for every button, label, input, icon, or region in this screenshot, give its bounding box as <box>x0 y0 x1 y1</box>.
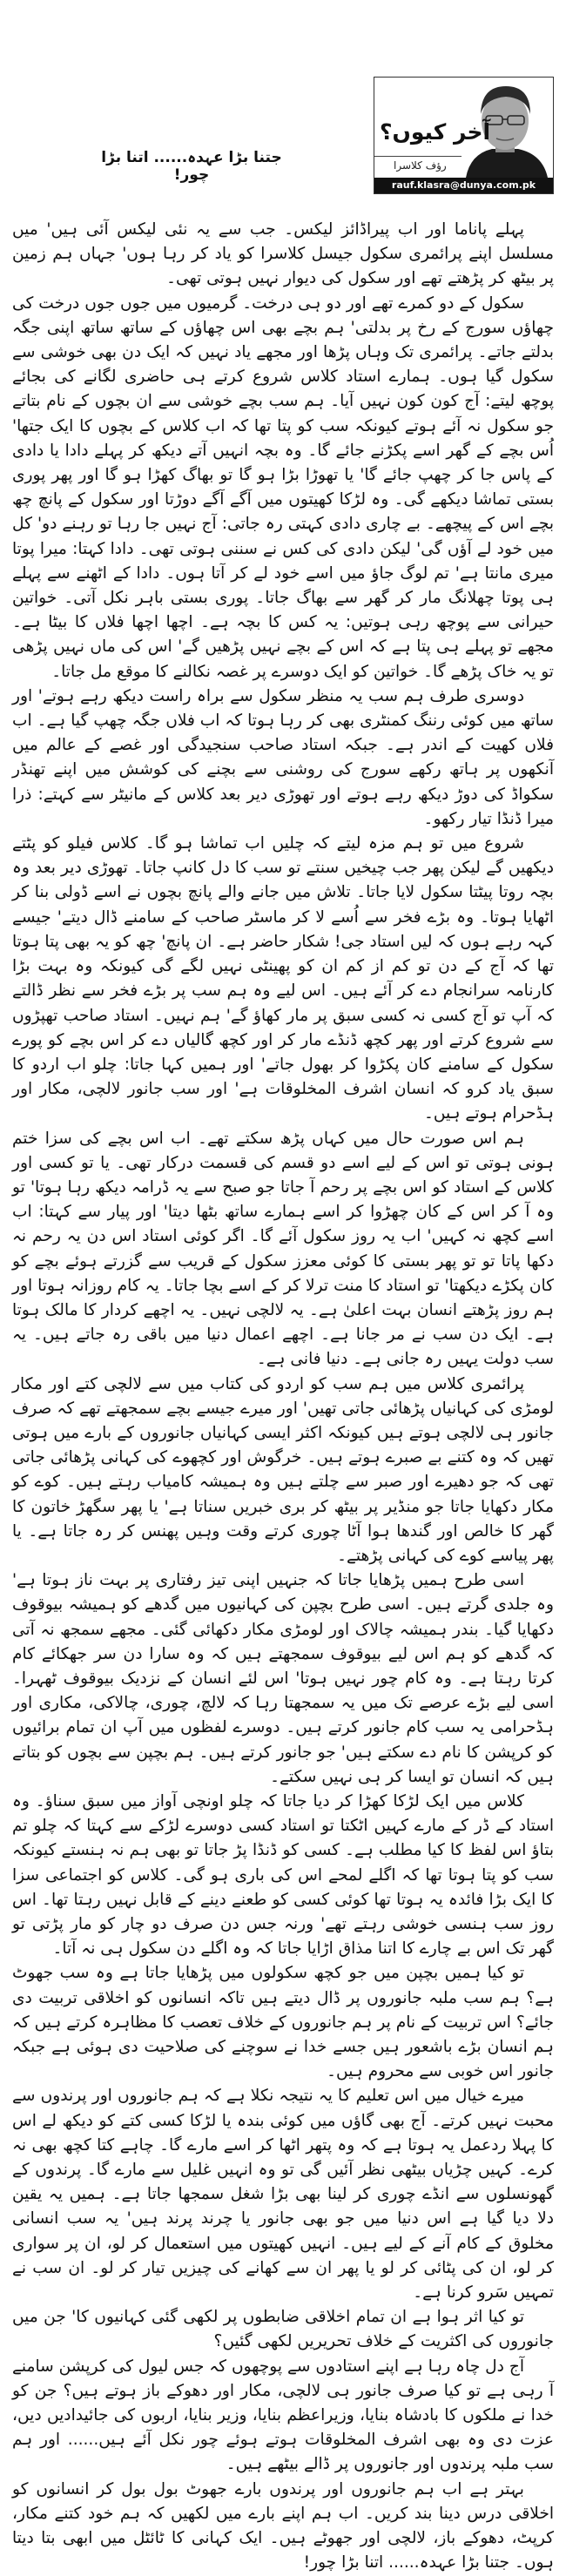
paragraph: میرے خیال میں اس تعلیم کا یہ نتیجہ نکلا ہے کہ ہم جانوروں اور پرندوں سے محبت نہیں کرتے۔ آج بھی گاؤں میں کوئی بندہ یا لڑکا کسی کتے کو دیکھ لے اس کا پہلا ردعمل یہ ہوتا ہے کہ وہ پتھر اٹھا کر اسے مارے گا۔ چاہے کتا کچھ بھی نہ کرے۔ کہیں چڑیاں بیٹھی نظر آئیں گی تو وہ انہیں غلیل سے مارے گا۔ پرندوں کے گھونسلوں سے انڈے چوری کر لینا بھی بڑا شغل سمجھا جاتا ہے۔ ہمیں یہ یقین دلا دیا گیا ہے اس دنیا میں جو بھی جانور یا چرند پرند ہیں' یہ سب انسانی مخلوق کے کام آنے کے لیے ہیں۔ انہیں کھیتوں میں استعمال کر لو، ان پر سواری کر لو، ان کی پٹائی کر لو یا پھر ان سے کھانے کی چیزیں تیار کر لو۔ ان سب نے تمہیں سَرو کرنا ہے۔ <box>12 2087 554 2303</box>
column-header-box <box>374 77 554 194</box>
article-body <box>12 218 554 2576</box>
paragraph: ہم اس صورت حال میں کہاں پڑھ سکتے تھے۔ اب اس بچے کی سزا ختم ہونی ہوتی تو اس کے لیے اسے دو قسم کی قسمت درکار تھی۔ یا تو کسی اور کلاس کے استاد کو اس بچے پر رحم آ جاتا جو صبح سے یہ ڈرامہ دیکھ رہا ہوتا' تو وہ آ کر اس کے کان چھڑوا کر اسے ہمارے ساتھ بٹھا دیتا' اور پیار سے کہتا: اب اسے کچھ نہ کہیں' اب یہ روز سکول آئے گا۔ اگر کوئی استاد اس دن یہ رحم نہ دکھا پاتا تو تو پھر بستی کا کوئی معزز سکول کے قریب سے گزرتے ہوئے بچے کو کان پکڑے دیکھتا' تو استاد کا منت ترلا کر کے اسے بچا جاتا۔ یہ کام روزانہ ہوتا اور ہم روز پڑھتے انسان بہت اعلیٰ ہے۔ یہ لالچی نہیں۔ یہ اچھے کردار کا مالک ہوتا ہے۔ ایک دن سب نے مر جانا ہے۔ اچھے اعمال دنیا میں باقی رہ جاتے ہیں۔ یہ سب دولت یہیں رہ جانی ہے۔ دنیا فانی ہے۔ <box>12 1129 554 1369</box>
author-email[interactable]: rauf.klasra@dunya.com.pk <box>374 178 553 193</box>
paragraph: بہتر ہے اب ہم جانوروں اور پرندوں بارے جھوٹ بول بول کر انسانوں کو اخلاقی درس دینا بند کریں۔ اب ہم اپنے بارے میں لکھیں کہ ہم خود کتنے مکار، کرپٹ، دھوکے باز، لالچی اور جھوٹے ہیں۔ ایک کہانی کا ٹائٹل میں ابھی بتا دیتا ہوں۔ جتنا بڑا عہدہ...... اتنا بڑا چور! <box>12 2479 554 2573</box>
divider <box>374 156 462 157</box>
paragraph: پہلے پاناما اور اب پیراڈائز لیکس۔ جب سے یہ نئی لیکس آئی ہیں' میں مسلسل اپنے پرائمری سکول جیسل کلاسرا کو یاد کر رہا ہوں' جہاں ہم زمین پر بیٹھ کر پڑھتے تھے اور سکول کی دیوار نہیں ہوتی تھی۔ <box>12 220 554 288</box>
paragraph: شروع میں تو ہم مزہ لیتے کہ چلیں اب تماشا ہو گا۔ کلاس فیلو کو پٹتے دیکھیں گے لیکن پھر جب چیخیں سنتے تو سب کا دل کانپ جاتا۔ تھوڑی دیر بعد وہ بچہ روتا پیٹتا سکول لایا جاتا۔ تلاش میں جانے والے پانچ بچوں نے اسے ڈولی بنا کر اٹھایا ہوتا۔ وہ بڑے فخر سے اُسے لا کر ماسٹر صاحب کے سامنے ڈال دیتے' جیسے کہہ رہے ہوں کہ لیں استاد جی! شکار حاضر ہے۔ ان پانچ' چھ کو یہ بھی پتا ہوتا تھا کہ آج کے دن تو کم از کم ان کو پھینٹی نہیں لگے گی کیونکہ وہ بہت بڑا کارنامہ سرانجام دے کر آئے ہیں۔ اس لیے وہ ہم سب پر بڑے فخر سے نظر ڈالتے کہ آپ تو آج کسی نہ کسی سبق پر مار کھاؤ گے' ہم نہیں۔ استاد صاحب تھپڑوں سے شروع کرتے اور پھر کچھ ڈنڈے مار کر اور کچھ گالیاں دے کر اس بچے کو پورے سکول کے سامنے کان پکڑوا کر بھول جاتے' اور ہمیں کہا جاتا: چلو اب اردو کا سبق یاد کرو کہ انسان اشرف المخلوقات ہے' اور سب جانور لالچی، مکار اور ہڈحرام ہوتے ہیں۔ <box>12 834 554 1123</box>
paragraph: کلاس میں ایک لڑکا کھڑا کر دیا جاتا کہ چلو اونچی آواز میں سبق سناؤ۔ وہ استاد کے ڈر کے مارے کہیں اٹکتا تو استاد کسی دوسرے لڑکے سے کہتا کہ چلو تم بتاؤ اس لفظ کا کیا مطلب ہے۔ کسی کو ڈنڈا پڑ جاتا تو بھی ہم نہ ہنستے کیونکہ سب کو پتا ہوتا تھا کہ اگلے لمحے اس کی باری ہو گی۔ کلاس کو اجتماعی سزا کا ایک بڑا فائدہ یہ ہوتا تھا کوئی کسی کو طعنے دینے کے قابل نہیں رہتا تھا۔ اس روز سب ہنسی خوشی رہتے تھے' ورنہ جس دن صرف دو چار کو مار پڑتی تو گھر تک اس بے چارے کا اتنا مذاق اڑایا جاتا کہ وہ اگلے دن سکول ہی نہ آتا۔ <box>12 1792 554 1959</box>
paragraph: تو کیا ہمیں بچپن میں جو کچھ سکولوں میں پڑھایا جاتا ہے وہ سب جھوٹ ہے؟ ہم سب ملبہ جانوروں پر ڈال دیتے ہیں تاکہ انسانوں کو اخلاقی تربیت دی جائے؟ اس تربیت کے نام پر ہم جانوروں کے خلاف تعصب کا مظاہرہ کرتے ہیں کہ ہم انسان بڑے باشعور ہیں جسے خدا نے سوچنے کی صلاحیت دی ہوئی ہے جبکہ جانور اس خوبی سے محروم ہیں۔ <box>12 1964 554 2081</box>
paragraph: سکول کے دو کمرے تھے اور دو ہی درخت۔ گرمیوں میں جوں جوں درخت کی چھاؤں سورج کے رخ پر بدلتی' ہم بچے بھی اس چھاؤں کے ساتھ ساتھ اپنی جگہ بدلتے جاتے۔ پرائمری تک وہاں پڑھا اور مجھے یاد نہیں کہ ایک دن بھی خوشی سے سکول گیا ہوں۔ ہمارے استاد کلاس شروع کرتے ہی حاضری لگانے کی بجائے پوچھ لیتے: آج کون کون نہیں آیا۔ ہم سب بچے خوشی سے ان بچوں کے نام بتاتے جو سکول نہ آئے ہوتے کیونکہ سب کو پتا تھا کہ اب کلاس کے بچوں کا ایک جتھا' اُس بچے کے گھر اسے پکڑنے جائے گا۔ وہ بچہ انہیں آتے دیکھ کر پہلے دادا یا دادی کے پاس جا کر چھپ جائے گا' یا تھوڑا بڑا ہو گا تو بھاگ کھڑا ہو گا اور پھر پوری بستی تماشا دیکھے گی۔ وہ لڑکا کھیتوں میں آگے آگے دوڑتا اور سکول کے پانچ چھ بچے اس کے پیچھے۔ بے چاری دادی کہتی رہ جاتی: آج نہیں جا رہا تو رہنے دو' کل میں خود لے آؤں گی' لیکن دادی کی کس نے سننی ہوتی تھی۔ دادا کہتا: میرا پوتا میری مانتا ہے' تم لوگ جاؤ میں اسے خود لے کر آتا ہوں۔ دادا کے اٹھنے سے پہلے ہی پوتا چھلانگ مار کر گھر سے بھاگ جاتا۔ پوری بستی باہر نکل آتی۔ خواتین حیرانی سے پوچھ رہی ہوتیں: یہ کس کا بچہ ہے۔ اچھا اچھا فلاں کا بیٹا ہے۔ مجھے تو پہلے ہی پتا ہے کہ اس کے بچے نہیں پڑھیں گے' اس کی ماں نہیں پڑھی تو یہ خاک پڑھے گا۔ خواتین کو ایک دوسرے پر غصہ نکالنے کا موقع مل جاتا۔ <box>12 293 554 681</box>
paragraph: تو کیا اثر ہوا ہے ان تمام اخلاقی ضابطوں پر لکھی گئی کہانیوں کا' جن میں جانوروں کی اکثریت کے خلاف تحریریں لکھی گئیں؟ <box>12 2308 554 2351</box>
paragraph: پرائمری کلاس میں ہم سب کو اردو کی کتاب میں سے لالچی کتے اور مکار لومڑی کی کہانیاں پڑھائی جاتی تھیں' اور میرے جیسے بچے سمجھتے تھے کہ صرف جانور ہی لالچی ہوتے ہیں کیونکہ اکثر ایسی کہانیاں جانوروں کے بارے میں ہوتی تھیں کہ وہ کتنے بے صبرے ہوتے ہیں۔ خرگوش اور کچھوے کی کہانی پڑھائی جاتی تھی کہ جو دھیرے اور صبر سے چلتے ہیں وہ ہمیشہ کامیاب رہتے ہیں۔ کوے کو مکار دکھایا جاتا جو منڈیر پر بیٹھ کر بری خبریں سناتا ہے' یا پھر سگھڑ خاتون کا گھر کا خالص اور گندھا ہوا آٹا چوری کرتے وقت وہیں پھنس کر رہ جاتا ہے۔ یا پھر پیاسے کوے کی کہانی پڑھتے۔ <box>12 1374 554 1565</box>
paragraph: آج دل چاہ رہا ہے اپنے استادوں سے پوچھوں کہ جس لیول کی کرپشن سامنے آ رہی ہے تو کیا صرف جانور ہی لالچی، مکار اور دھوکے باز ہوتے ہیں؟ جن کو خدا نے ملکوں کا بادشاہ بنایا، وزیراعظم بنایا، وزیر بنایا، اربوں کی جائیدادیں دیں، عزت دی وہ بھی اشرف المخلوقات ہوتے ہوئے چور نکل آئے ہیں...... اور ہم سب ملبہ پرندوں اور جانوروں پر ڈالے بیٹھے ہیں۔ <box>12 2357 554 2474</box>
headline: جتنا بڑا عہدہ...... اتنا بڑا چور! <box>101 149 282 184</box>
column-name: آخر کیوں؟ <box>380 119 491 145</box>
paragraph: دوسری طرف ہم سب یہ منظر سکول سے براہ راست دیکھ رہے ہوتے' اور ساتھ میں کوئی رننگ کمنٹری بھی کر رہا ہوتا کہ اب فلاں جگہ چھپ گیا ہے۔ اب فلاں کھیت کے اندر ہے۔ جبکہ استاد صاحب سنجیدگی اور غصے کے عالم میں آنکھوں پر ہاتھ رکھے سورج کی روشنی سے بچنے کی کوشش میں اپنے تھنڈر سکواڈ کی دوڑ دیکھ رہے ہوتے اور تھوڑی دیر بعد کلاس کے مانیٹر سے کہتے: ذرا میرا ڈنڈا تیار رکھو۔ <box>12 686 554 828</box>
author-name: رؤف کلاسرا <box>394 159 447 172</box>
paragraph: اسی طرح ہمیں پڑھایا جاتا کہ جنہیں اپنی تیز رفتاری پر بہت ناز ہوتا ہے' وہ جلدی گرتے ہیں۔ اسی طرح بچپن کی کہانیوں میں گدھے کو ہمیشہ بیوقوف دکھایا گیا۔ بندر ہمیشہ چالاک اور لومڑی مکار دکھائی گئی۔ مجھے سمجھ نہ آتی کہ گدھے کو ہم اس لیے بیوقوف سمجھتے ہیں کہ وہ سارا دن سر جھکائے کام کرتا رہتا ہے۔ وہ کام چور نہیں ہوتا' اس لئے انسان کے نزدیک بیوقوف ٹھہرا۔ اسی لیے بڑے عرصے تک میں یہ سمجھتا رہا کہ لالچ، چوری، چالاکی، مکاری اور ہڈحرامی یہ سب کام جانور کرتے ہیں۔ دوسرے لفظوں میں آپ ان تمام برائیوں کو کرپشن کا نام دے سکتے ہیں' جو جانور کرتے ہیں۔ ہم بچپن سے بچوں کو بتاتے ہیں کہ انسان تو ایسا کر ہی نہیں سکتے۔ <box>12 1571 554 1786</box>
